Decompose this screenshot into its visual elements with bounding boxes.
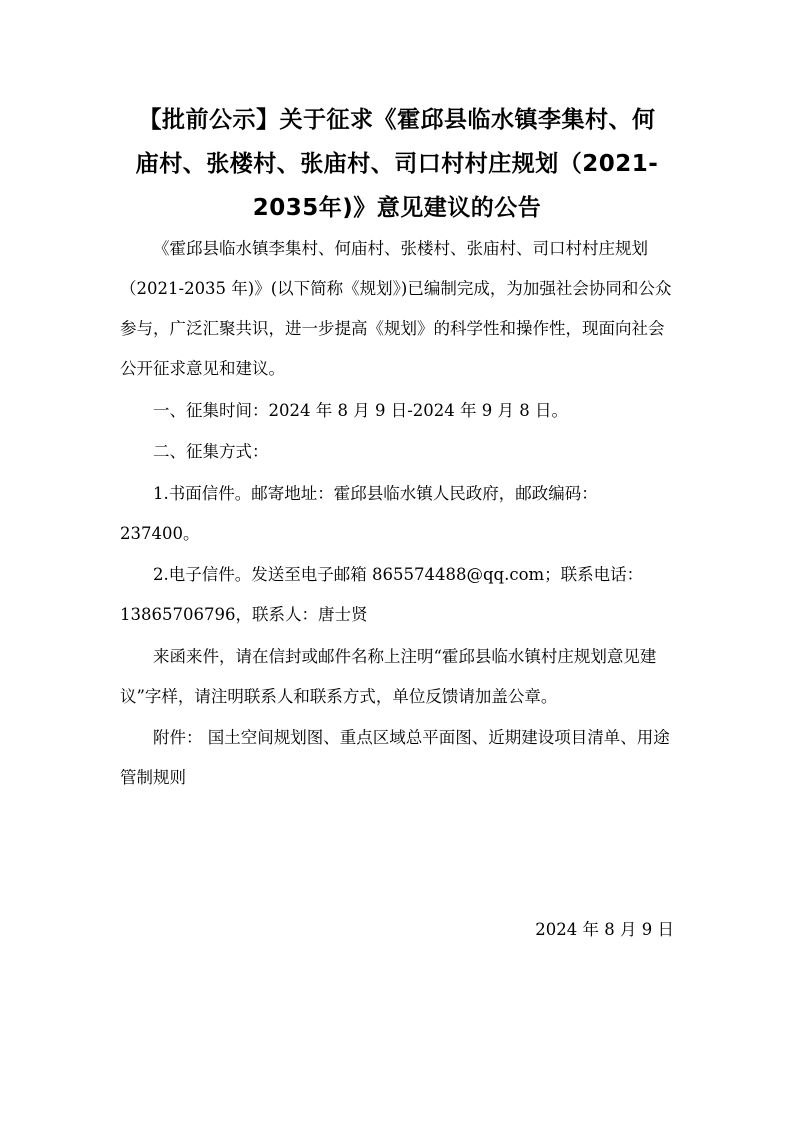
title-line-1: 【批前公示】关于征求《霍邱县临水镇李集村、何 [138,107,656,133]
title-line-2: 庙村、张楼村、张庙村、司口村村庄规划（2021- [135,151,659,177]
document-date: 2024 年 8 月 9 日 [535,920,674,939]
document-body [120,229,676,800]
title-line-3: 2035年)》意见建议的公告 [252,195,542,221]
collection-time-paragraph: 一、征集时间：2024 年 8 月 9 日-2024 年 9 月 8 日。 [153,400,568,420]
collection-method-heading: 二、征集方式： [153,442,269,461]
email-paragraph: 2.电子信件。发送至电子邮箱 865574488@qq.com；联系电话：13865706796，联系人：唐士贤 [120,565,644,624]
attachment-paragraph: 附件： 国土空间规划图、重点区域总平面图、近期建设项目清单、用途管制规则 [120,728,670,787]
notice-paragraph: 来函来件，请在信封或邮件名称上注明“霍邱县临水镇村庄规划意见建议”字样，请注明联系人和联系方式，单位反馈请加盖公章。 [120,646,657,706]
written-letter-paragraph: 1.书面信件。邮寄地址：霍邱县临水镇人民政府，邮政编码：237400。 [120,483,598,543]
document-title [120,98,674,230]
intro-paragraph: 《霍邱县临水镇李集村、何庙村、张楼村、张庙村、司口村村庄规划（2021-2035 年)》(以下简称《规划》)已编制完成，为加强社会协同和公众参与，广泛汇聚共识，进一步提高《规划》的科学性和操作性，现面向社会公开征求意见和建议。 [120,239,672,378]
